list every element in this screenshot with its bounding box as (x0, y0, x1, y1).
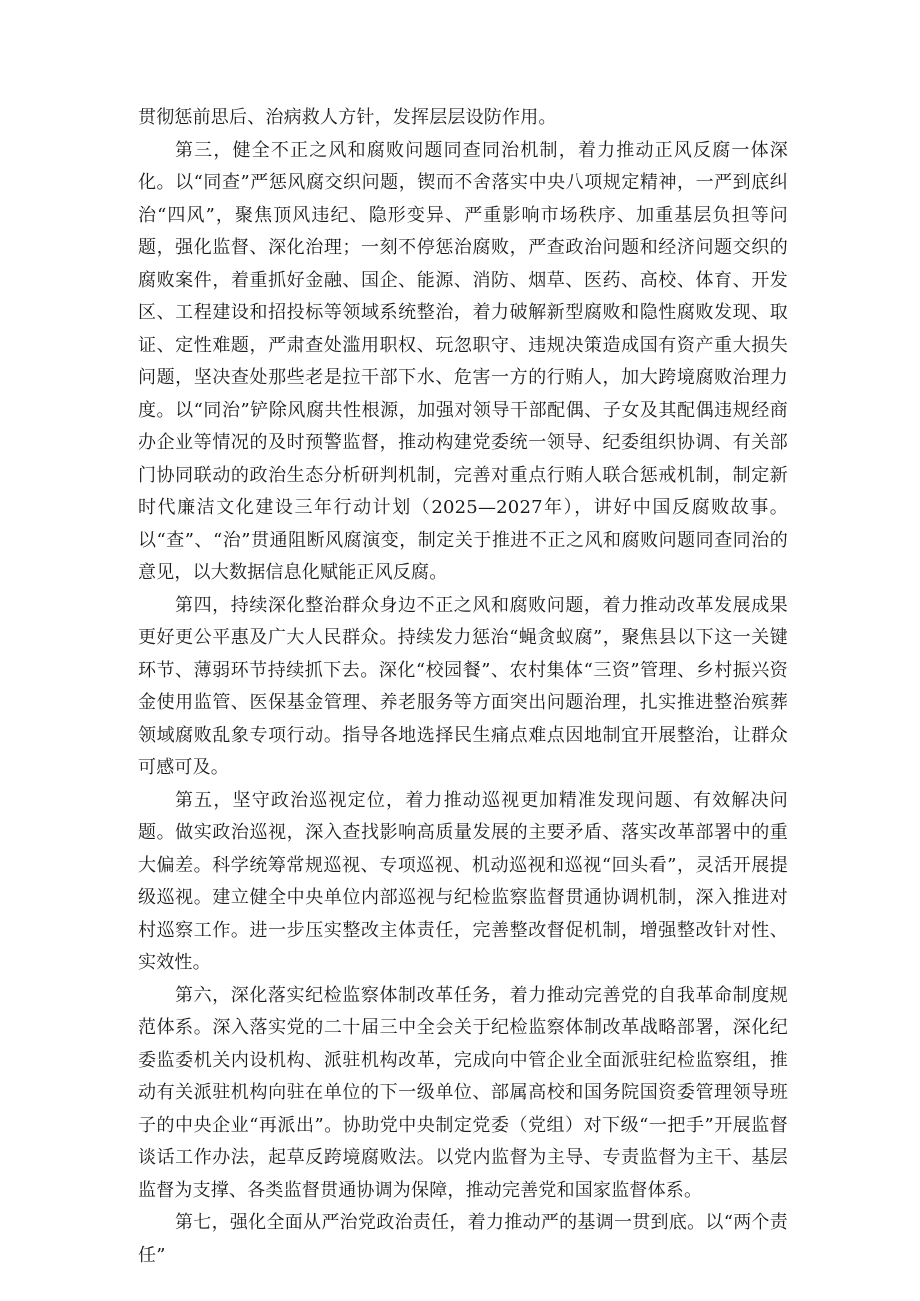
paragraph-fourth-point: 第四，持续深化整治群众身边不正之风和腐败问题，着力推动改革发展成果更好更公平惠及广大人民群众。持续发力惩治“蝇贪蚁腐”，聚焦县以下这一关键环节、薄弱环节持续抓下去。深化“校园餐”、农村集体“三资”管理、乡村振兴资金使用监管、医保基金管理、养老服务等方面突出问题治理，扎实推进整治殡葬领域腐败乱象专项行动。指导各地选择民生痛点难点因地制宜开展整治，让群众可感可及。 (138, 594, 788, 778)
paragraph-seventh-point: 第七，强化全面从严治党政治责任，着力推动严的基调一贯到底。以“两个责任” (138, 1212, 788, 1266)
paragraph-fifth-point: 第五，坚守政治巡视定位，着力推动巡视更加精准发现问题、有效解决问题。做实政治巡视，深入查找影响高质量发展的主要矛盾、落实改革部署中的重大偏差。科学统筹常规巡视、专项巡视、机动巡视和巡视“回头看”，灵活开展提级巡视。建立健全中央单位内部巡视与纪检监察监督贯通协调机制，深入推进对村巡察工作。进一步压实整改主体责任，完善整改督促机制，增强整改针对性、实效性。 (138, 789, 788, 973)
paragraph-third-point: 第三，健全不正之风和腐败问题同查同治机制，着力推动正风反腐一体深化。以“同查”严惩风腐交织问题，锲而不舍落实中央八项规定精神，一严到底纠治“四风”，聚焦顶风违纪、隐形变异、严重影响市场秩序、加重基层负担等问题，强化监督、深化治理；一刻不停惩治腐败，严查政治问题和经济问题交织的腐败案件，着重抓好金融、国企、能源、消防、烟草、医药、高校、体育、开发区、工程建设和招投标等领域系统整治，着力破解新型腐败和隐性腐败发现、取证、定性难题，严肃查处滥用职权、玩忽职守、违规决策造成国有资产重大损失问题，坚决查处那些老是拉干部下水、危害一方的行贿人，加大跨境腐败治理力度。以“同治”铲除风腐共性根源，加强对领导干部配偶、子女及其配偶违规经商办企业等情况的及时预警监督，推动构建党委统一领导、纪委组织协调、有关部门协同联动的政治生态分析研判机制，完善对重点行贿人联合惩戒机制，制定新时代廉洁文化建设三年行动计划（2025—2027年），讲好中国反腐败故事。以“查”、“治”贯通阻断风腐演变，制定关于推进不正之风和腐败问题同查同治的意见，以大数据信息化赋能正风反腐。 (138, 139, 788, 583)
paragraph-continuation: 贯彻惩前思后、治病救人方针，发挥层层设防作用。 (138, 107, 557, 128)
document-page (138, 102, 788, 1272)
paragraph-sixth-point: 第六，深化落实纪检监察体制改革任务，着力推动完善党的自我革命制度规范体系。深入落实党的二十届三中全会关于纪检监察体制改革战略部署，深化纪委监委机关内设机构、派驻机构改革，完成向中管企业全面派驻纪检监察组，推动有关派驻机构向驻在单位的下一级单位、部属高校和国务院国资委管理领导班子的中央企业“再派出”。协助党中央制定党委（党组）对下级“一把手”开展监督谈话工作办法，起草反跨境腐败法。以党内监督为主导、专责监督为主干、基层监督为支撑、各类监督贯通协调为保障，推动完善党和国家监督体系。 (138, 984, 788, 1201)
